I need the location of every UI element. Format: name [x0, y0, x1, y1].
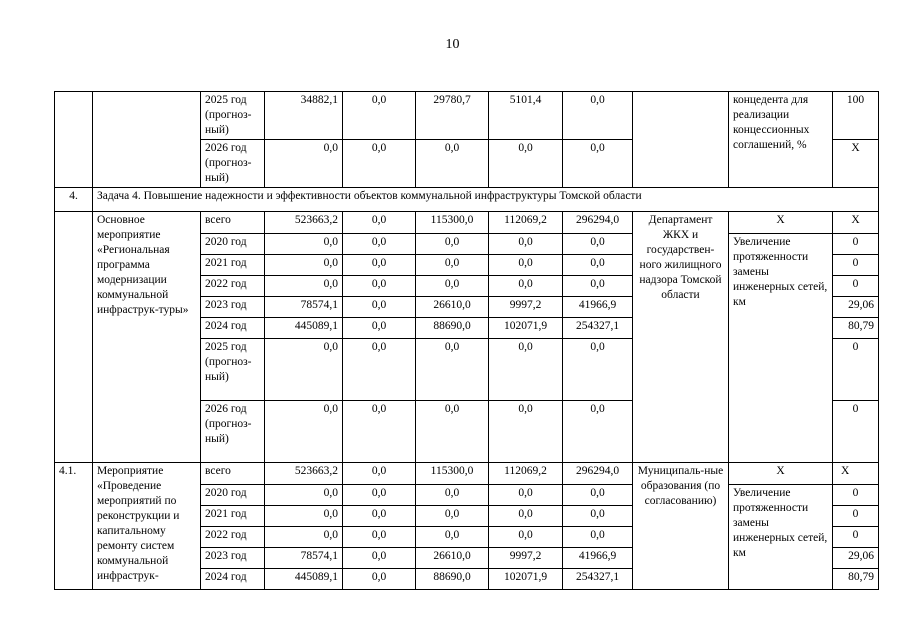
target-value-cell: 0 — [833, 527, 879, 548]
period-cell: 2026 год (прогноз-ный) — [201, 401, 265, 463]
executor-cell: Муниципаль-ные образования (по согласованию) — [633, 463, 729, 590]
period-cell: 2022 год — [201, 527, 265, 548]
target-value-cell: 0 — [833, 485, 879, 506]
extra-value-cell: 254327,1 — [563, 318, 633, 339]
regional-value-cell: 0,0 — [416, 255, 489, 276]
regional-value-cell: 0,0 — [416, 527, 489, 548]
total-value-cell: 0,0 — [265, 255, 343, 276]
federal-value-cell: 0,0 — [343, 255, 416, 276]
indicator-cell: Увеличение протяженности замены инженерных сетей, км — [729, 485, 833, 590]
target-value-cell: 0 — [833, 234, 879, 255]
regional-value-cell: 88690,0 — [416, 318, 489, 339]
extra-value-cell: 0,0 — [563, 255, 633, 276]
number-cell — [55, 92, 93, 188]
regional-value-cell: 0,0 — [416, 339, 489, 401]
event-name-cell: Основное мероприятие «Региональная программа модернизации коммунальной инфраструк-туры» — [93, 212, 201, 463]
federal-value-cell: 0,0 — [343, 140, 416, 188]
federal-value-cell: 0,0 — [343, 548, 416, 569]
local-value-cell: 9997,2 — [489, 297, 563, 318]
federal-value-cell: 0,0 — [343, 318, 416, 339]
extra-value-cell: 0,0 — [563, 276, 633, 297]
indicator-x-cell: Х — [729, 463, 833, 485]
local-value-cell: 0,0 — [489, 506, 563, 527]
period-cell: 2023 год — [201, 297, 265, 318]
federal-value-cell: 0,0 — [343, 485, 416, 506]
federal-value-cell: 0,0 — [343, 234, 416, 255]
period-cell: всего — [201, 212, 265, 234]
extra-value-cell: 296294,0 — [563, 463, 633, 485]
regional-value-cell: 115300,0 — [416, 212, 489, 234]
indicator-cell: концедента для реализации концессионных соглашений, % — [729, 92, 833, 188]
local-value-cell: 112069,2 — [489, 212, 563, 234]
period-cell: 2021 год — [201, 506, 265, 527]
total-value-cell: 0,0 — [265, 506, 343, 527]
federal-value-cell: 0,0 — [343, 339, 416, 401]
extra-value-cell: 0,0 — [563, 234, 633, 255]
period-cell: 2026 год (прогноз-ный) — [201, 140, 265, 188]
federal-value-cell: 0,0 — [343, 569, 416, 590]
local-value-cell: 102071,9 — [489, 569, 563, 590]
local-value-cell: 0,0 — [489, 339, 563, 401]
extra-value-cell: 254327,1 — [563, 569, 633, 590]
federal-value-cell: 0,0 — [343, 297, 416, 318]
target-value-cell: 0 — [833, 401, 879, 463]
page-number: 10 — [445, 37, 460, 52]
total-value-cell: 0,0 — [265, 339, 343, 401]
federal-value-cell: 0,0 — [343, 276, 416, 297]
total-value-cell: 0,0 — [265, 276, 343, 297]
total-value-cell: 0,0 — [265, 140, 343, 188]
extra-value-cell: 0,0 — [563, 506, 633, 527]
regional-value-cell: 29780,7 — [416, 92, 489, 140]
total-value-cell: 0,0 — [265, 527, 343, 548]
federal-value-cell: 0,0 — [343, 527, 416, 548]
regional-value-cell: 0,0 — [416, 234, 489, 255]
total-value-cell: 523663,2 — [265, 463, 343, 485]
target-value-cell: Х — [833, 140, 879, 188]
table-row — [55, 212, 879, 234]
regional-value-cell: 0,0 — [416, 485, 489, 506]
period-cell: 2020 год — [201, 485, 265, 506]
task-number-cell: 4. — [55, 188, 93, 212]
table-row — [55, 188, 879, 212]
regional-value-cell: 88690,0 — [416, 569, 489, 590]
table-row — [55, 92, 879, 140]
regional-value-cell: 0,0 — [416, 276, 489, 297]
total-value-cell: 34882,1 — [265, 92, 343, 140]
target-value-cell: 0 — [833, 339, 879, 401]
period-cell: 2021 год — [201, 255, 265, 276]
period-cell: 2023 год — [201, 548, 265, 569]
regional-value-cell: 26610,0 — [416, 297, 489, 318]
period-cell: всего — [201, 463, 265, 485]
period-cell: 2022 год — [201, 276, 265, 297]
local-value-cell: 0,0 — [489, 255, 563, 276]
total-value-cell: 0,0 — [265, 234, 343, 255]
total-value-cell: 0,0 — [265, 401, 343, 463]
target-value-cell: 80,79 — [833, 569, 879, 590]
federal-value-cell: 0,0 — [343, 212, 416, 234]
local-value-cell: 0,0 — [489, 485, 563, 506]
target-value-cell: Х — [833, 212, 879, 234]
federal-value-cell: 0,0 — [343, 506, 416, 527]
local-value-cell: 102071,9 — [489, 318, 563, 339]
total-value-cell: 0,0 — [265, 485, 343, 506]
local-value-cell: 0,0 — [489, 234, 563, 255]
regional-value-cell: 26610,0 — [416, 548, 489, 569]
local-value-cell: 0,0 — [489, 276, 563, 297]
extra-value-cell: 0,0 — [563, 140, 633, 188]
executor-cell — [633, 92, 729, 188]
local-value-cell: 0,0 — [489, 401, 563, 463]
local-value-cell: 5101,4 — [489, 92, 563, 140]
indicator-cell: Увеличение протяженности замены инженерных сетей, км — [729, 234, 833, 463]
event-name-cell: Мероприятие «Проведение мероприятий по реконструкции и капитальному ремонту систем коммунальной инфраструк- — [93, 463, 201, 590]
extra-value-cell: 0,0 — [563, 339, 633, 401]
federal-value-cell: 0,0 — [343, 401, 416, 463]
total-value-cell: 78574,1 — [265, 548, 343, 569]
target-value-cell: 29,06 — [833, 548, 879, 569]
extra-value-cell: 0,0 — [563, 485, 633, 506]
target-value-cell: 80,79 — [833, 318, 879, 339]
local-value-cell: 0,0 — [489, 140, 563, 188]
local-value-cell: 112069,2 — [489, 463, 563, 485]
number-cell: 4.1. — [55, 463, 93, 590]
executor-cell: Департамент ЖКХ и государствен-ного жилищного надзора Томской области — [633, 212, 729, 463]
period-cell: 2025 год (прогноз-ный) — [201, 339, 265, 401]
target-value-cell: 0 — [833, 255, 879, 276]
total-value-cell: 523663,2 — [265, 212, 343, 234]
extra-value-cell: 296294,0 — [563, 212, 633, 234]
regional-value-cell: 0,0 — [416, 401, 489, 463]
period-cell: 2020 год — [201, 234, 265, 255]
local-value-cell: 0,0 — [489, 527, 563, 548]
table-row — [55, 463, 879, 485]
indicator-x-cell: Х — [729, 212, 833, 234]
event-name-cell — [93, 92, 201, 188]
number-cell — [55, 212, 93, 463]
extra-value-cell: 0,0 — [563, 401, 633, 463]
target-value-cell: Х — [833, 463, 879, 485]
regional-value-cell: 0,0 — [416, 506, 489, 527]
total-value-cell: 78574,1 — [265, 297, 343, 318]
extra-value-cell: 0,0 — [563, 527, 633, 548]
extra-value-cell: 0,0 — [563, 92, 633, 140]
extra-value-cell: 41966,9 — [563, 548, 633, 569]
period-cell: 2025 год (прогноз-ный) — [201, 92, 265, 140]
federal-value-cell: 0,0 — [343, 463, 416, 485]
target-value-cell: 29,06 — [833, 297, 879, 318]
program-table — [54, 91, 879, 590]
local-value-cell: 9997,2 — [489, 548, 563, 569]
target-value-cell: 0 — [833, 276, 879, 297]
extra-value-cell: 41966,9 — [563, 297, 633, 318]
regional-value-cell: 115300,0 — [416, 463, 489, 485]
period-cell: 2024 год — [201, 569, 265, 590]
total-value-cell: 445089,1 — [265, 318, 343, 339]
federal-value-cell: 0,0 — [343, 92, 416, 140]
task-title-cell: Задача 4. Повышение надежности и эффективности объектов коммунальной инфраструктуры Томской области — [93, 188, 879, 212]
regional-value-cell: 0,0 — [416, 140, 489, 188]
target-value-cell: 100 — [833, 92, 879, 140]
total-value-cell: 445089,1 — [265, 569, 343, 590]
target-value-cell: 0 — [833, 506, 879, 527]
period-cell: 2024 год — [201, 318, 265, 339]
